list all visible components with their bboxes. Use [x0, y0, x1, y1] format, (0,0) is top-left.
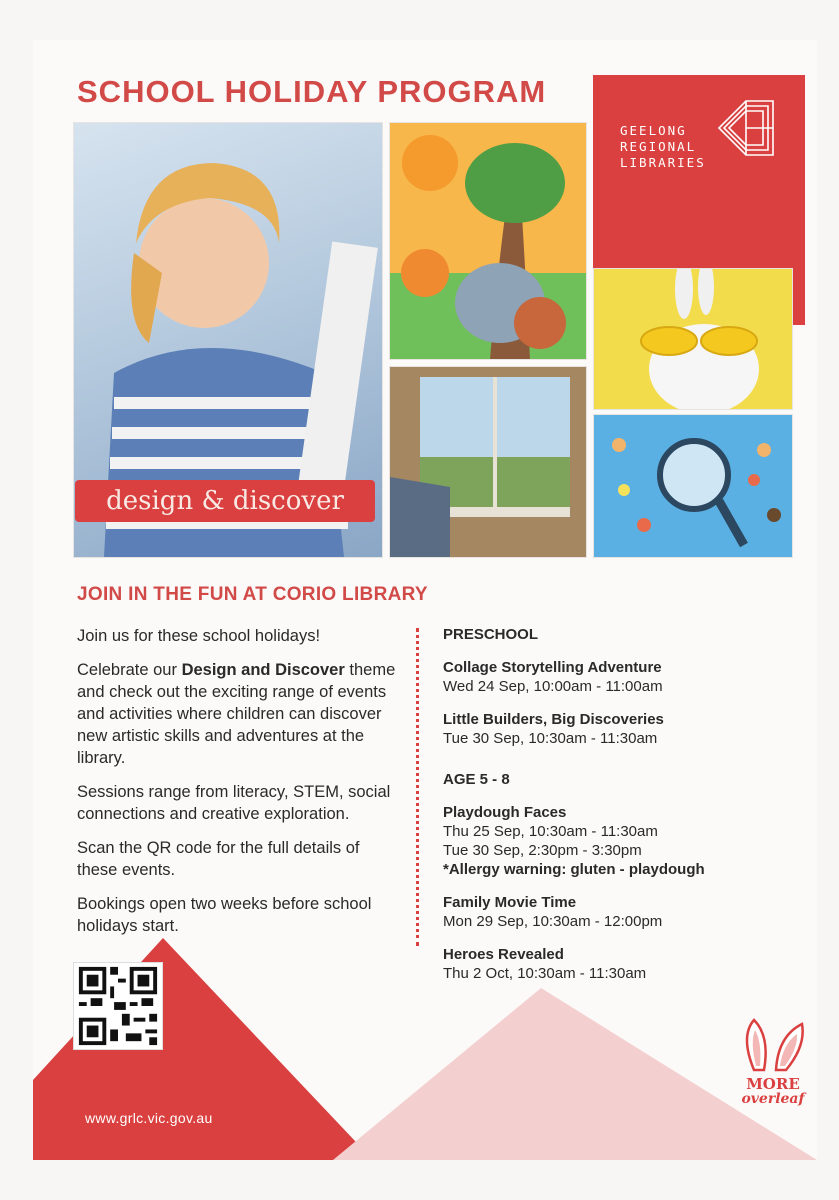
bunny-ears-icon	[740, 1016, 806, 1072]
more-label: MORE	[746, 1075, 800, 1093]
intro-paragraph: Join us for these school holidays!	[77, 627, 321, 645]
bunny-photo	[593, 268, 793, 410]
event-title: Heroes Revealed	[443, 946, 564, 963]
event-item	[443, 945, 793, 983]
event-title: Family Movie Time	[443, 894, 577, 911]
library-brand-name: GEELONG REGIONAL LIBRARIES	[620, 123, 706, 170]
allergy-note: *Allergy warning: gluten - playdough	[443, 861, 705, 878]
library-logo-icon	[715, 97, 777, 159]
more-overleaf-note	[733, 1016, 813, 1107]
kids-illustration-photo	[593, 414, 793, 558]
qr-code[interactable]	[73, 962, 163, 1050]
intro-text	[77, 625, 397, 949]
intro-paragraph: Scan the QR code for the full details of these events.	[77, 839, 360, 879]
event-time: Mon 29 Sep, 10:30am - 12:00pm	[443, 913, 663, 930]
event-title: Collage Storytelling Adventure	[443, 659, 662, 676]
overleaf-label: overleaf	[741, 1091, 805, 1107]
illustration-photo	[389, 122, 587, 360]
intro-paragraph: Sessions range from literacy, STEM, social connections and creative exploration.	[77, 783, 391, 823]
design-discover-tagline: design & discover	[75, 480, 375, 522]
event-time: Wed 24 Sep, 10:00am - 11:00am	[443, 678, 663, 695]
flyer-page	[33, 40, 817, 1160]
category-label: PRESCHOOL	[443, 626, 539, 643]
event-item	[443, 803, 793, 879]
event-item	[443, 893, 793, 931]
event-schedule	[443, 625, 793, 997]
event-time: Tue 30 Sep, 2:30pm - 3:30pm	[443, 842, 642, 859]
dotted-divider	[416, 628, 419, 946]
event-item	[443, 658, 793, 696]
event-time: Thu 25 Sep, 10:30am - 11:30am	[443, 823, 658, 840]
event-time: Thu 2 Oct, 10:30am - 11:30am	[443, 965, 647, 982]
page-title: SCHOOL HOLIDAY PROGRAM	[77, 74, 547, 109]
intro-text-span: Celebrate our	[77, 661, 182, 679]
section-heading: JOIN IN THE FUN AT CORIO LIBRARY	[77, 584, 428, 605]
theme-name: Design and Discover	[181, 661, 345, 679]
window-photo	[389, 366, 587, 558]
website-link[interactable]: www.grlc.vic.gov.au	[85, 1110, 213, 1126]
event-title: Playdough Faces	[443, 804, 567, 821]
category-label: AGE 5 - 8	[443, 771, 510, 788]
event-item	[443, 710, 793, 748]
intro-paragraph: Bookings open two weeks before school holidays start.	[77, 895, 372, 935]
intro-paragraph	[77, 659, 397, 769]
event-time: Tue 30 Sep, 10:30am - 11:30am	[443, 730, 658, 747]
event-title: Little Builders, Big Discoveries	[443, 711, 664, 728]
intro-text-span: theme and check out the exciting range of events and activities where children can discover new artistic skills and adventures at the library.	[77, 661, 396, 767]
